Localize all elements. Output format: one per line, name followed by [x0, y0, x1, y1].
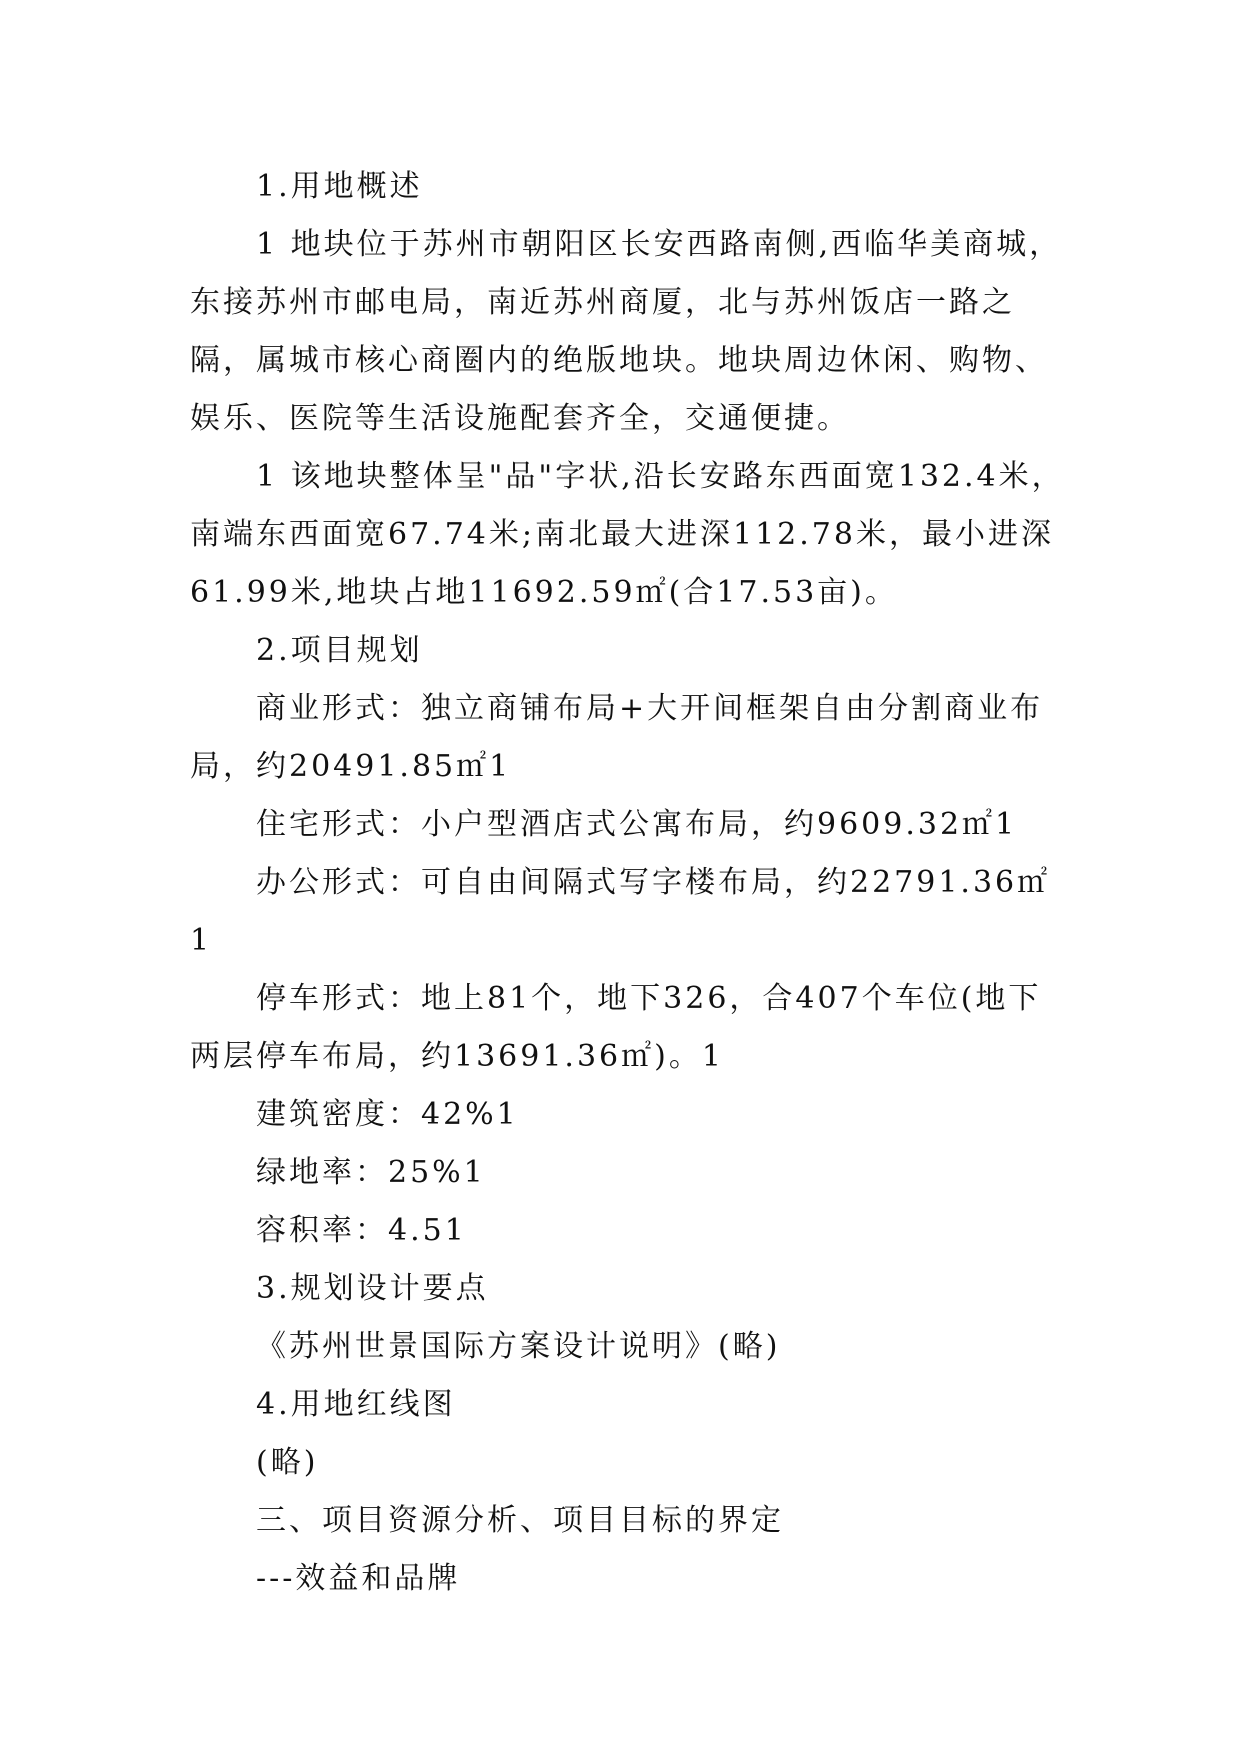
paragraph-office-form: 办公形式：可自由间隔式写字楼布局，约22791.36㎡1	[190, 865, 1051, 958]
section-heading-land-overview: 1.用地概述	[256, 169, 423, 204]
document-body	[190, 158, 1070, 1608]
chapter-heading-resource-analysis: 三、项目资源分析、项目目标的界定	[256, 1503, 784, 1538]
paragraph-design-reference: 《苏州世景国际方案设计说明》(略)	[256, 1329, 781, 1364]
paragraph-parking-form: 停车形式：地上81个，地下326，合407个车位(地下两层停车布局，约13691.36㎡)。1	[190, 981, 1042, 1074]
section-heading-red-line-map: 4.用地红线图	[256, 1387, 456, 1422]
paragraph-omitted: (略)	[256, 1445, 319, 1480]
section-heading-design-points: 3.规划设计要点	[256, 1271, 489, 1306]
paragraph-green-ratio: 绿地率：25%1	[256, 1155, 486, 1190]
paragraph-dimensions: 1 该地块整体呈"品"字状,沿长安路东西面宽132.4米，南端东西面宽67.74米;南北最大进深112.78米，最小进深61.99米,地块占地11692.59㎡(合17.53亩)。	[190, 459, 1065, 610]
paragraph-commercial-form: 商业形式：独立商铺布局+大开间框架自由分割商业布局，约20491.85㎡1	[190, 691, 1044, 784]
paragraph-plot-ratio: 容积率：4.51	[256, 1213, 467, 1248]
paragraph-building-density: 建筑密度：42%1	[256, 1097, 519, 1132]
paragraph-benefit-brand: ---效益和品牌	[256, 1561, 461, 1596]
section-heading-project-planning: 2.项目规划	[256, 633, 423, 668]
paragraph-location: 1 地块位于苏州市朝阳区长安西路南侧,西临华美商城，东接苏州市邮电局，南近苏州商厦，北与苏州饭店一路之隔，属城市核心商圈内的绝版地块。地块周边休闲、购物、娱乐、医院等生活设施配套齐全，交通便捷。	[190, 227, 1063, 436]
paragraph-residential-form: 住宅形式：小户型酒店式公寓布局，约9609.32㎡1	[256, 807, 1018, 842]
